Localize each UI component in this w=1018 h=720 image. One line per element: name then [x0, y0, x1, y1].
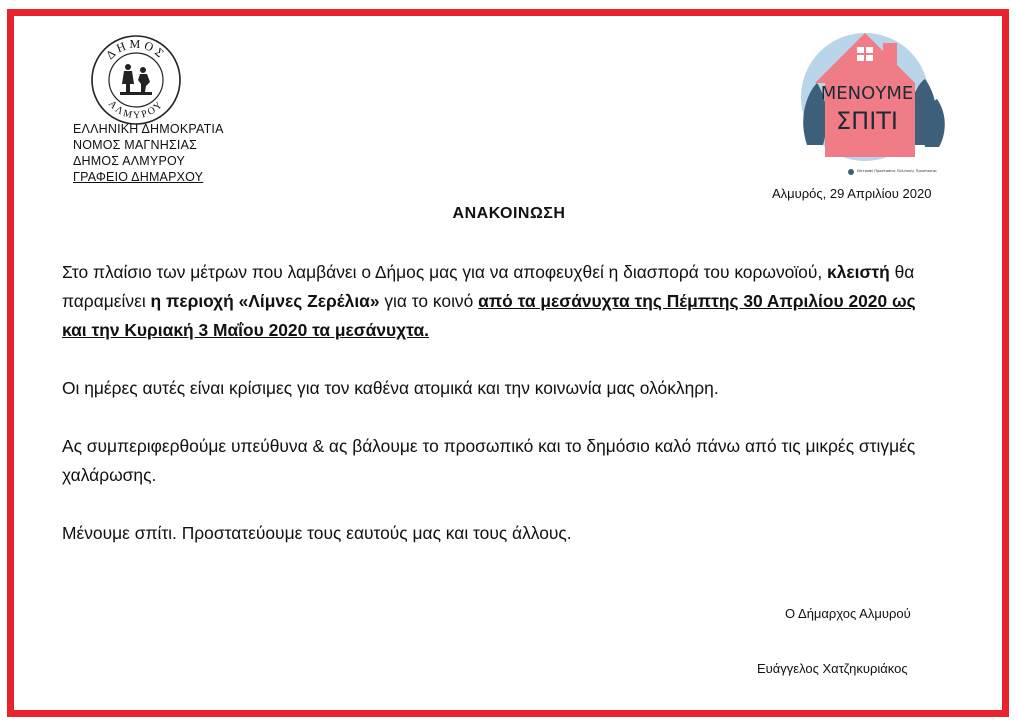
paragraph-stay-home: Μένουμε σπίτι. Προστατεύουμε τους εαυτούς μας και τους άλλους.: [62, 523, 572, 543]
signature-name: Ευάγγελος Χατζηκυριάκος: [757, 661, 908, 676]
announcement-body: [62, 258, 942, 548]
seal-bottom-text: ΑΛΜΥΡΟΥ: [106, 98, 166, 122]
paragraph-responsibility: Ας συμπεριφερθούμε υπεύθυνα & ας βάλουμε το προσωπικό και το δημόσιο καλό πάνω από τις μικρές στιγμές χαλάρωσης.: [62, 436, 916, 485]
header-municipality: ΔΗΜΟΣ ΑΛΜΥΡΟΥ: [73, 154, 186, 168]
issuer-header: [73, 121, 224, 185]
emblem-icon: [848, 169, 854, 175]
stay-home-logo: [787, 25, 953, 185]
logo-text-line2: ΣΠΙΤΙ: [835, 107, 899, 135]
logo-caption: Επιτροπή Προστασίας Πολιτικής Προστασίας: [857, 169, 938, 173]
paragraph-critical-days: Οι ημέρες αυτές είναι κρίσιμες για τον καθένα ατομικά και την κοινωνία μας ολόκληρη.: [62, 378, 719, 398]
logo-text-line1: ΜΕΝΟΥΜΕ: [820, 83, 914, 104]
closed-emphasis: κλειστή: [827, 262, 890, 282]
header-prefecture: ΝΟΜΟΣ ΜΑΓΝΗΣΙΑΣ: [73, 138, 198, 152]
document-date: Αλμυρός, 29 Απριλίου 2020: [772, 186, 932, 201]
document-title: ΑΝΑΚΟΙΝΩΣΗ: [452, 205, 566, 222]
svg-text:ΔΗΜΟΣ: [103, 37, 169, 62]
seal-figures-icon: [120, 64, 152, 95]
closure-period-emphasis: από τα μεσάνυχτα της Πέμπτης 30 Απριλίου 2020 ως και την Κυριακή 3 Μαΐου 2020 τα μεσάνυχτα.: [62, 291, 916, 340]
seal-top-text: ΔΗΜΟΣ: [103, 36, 169, 63]
header-country: ΕΛΛΗΝΙΚΗ ΔΗΜΟΚΡΑΤΙΑ: [73, 122, 224, 136]
municipality-seal-logo: [90, 34, 182, 126]
area-name-emphasis: η περιοχή «Λίμνες Ζερέλια»: [150, 291, 380, 311]
paragraph-closure: Στο πλαίσιο των μέτρων που λαμβάνει ο Δήμος μας για να αποφευχθεί η διασπορά του κορωνοϊού, κλειστή θα παραμείνει η περιοχή «Λίμνες Ζερέλια» για το κοινό από τα μεσάνυχτα της Πέμπτης 30 Απριλίου 2020 ως και την Κυριακή 3 Μαΐου 2020 τα μεσάνυχτα.: [62, 262, 916, 340]
header-office: ΓΡΑΦΕΙΟ ΔΗΜΑΡΧΟΥ: [73, 170, 204, 184]
signature-role: Ο Δήμαρχος Αλμυρού: [785, 606, 911, 621]
